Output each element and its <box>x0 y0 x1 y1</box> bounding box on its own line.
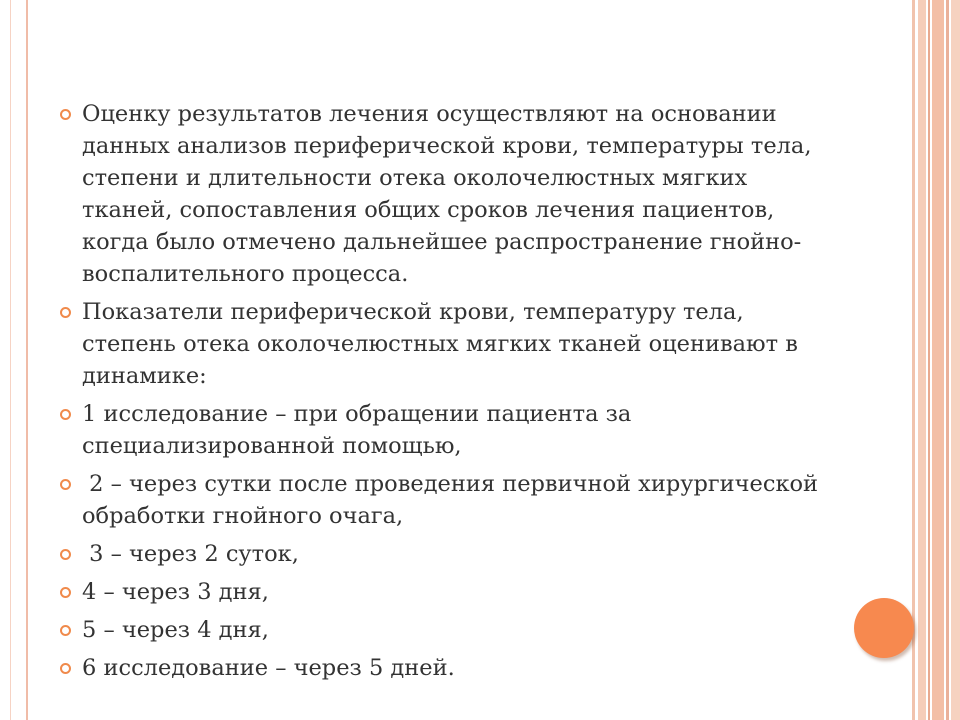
list-item-text: Показатели периферической крови, температуру тела, степень отека околочелюстных мягких тканей оценивают в динамике: <box>82 299 806 389</box>
list-item <box>60 468 840 532</box>
bullet-circle-icon <box>60 109 71 120</box>
list-item <box>60 398 840 462</box>
bullet-list <box>60 98 840 690</box>
stripe <box>918 0 926 720</box>
bullet-circle-icon <box>60 307 71 318</box>
list-item <box>60 652 840 684</box>
stripe <box>951 0 960 720</box>
left-border-decoration <box>0 0 28 720</box>
list-item <box>60 98 840 290</box>
bullet-circle-icon <box>60 587 71 598</box>
bullet-circle-icon <box>60 549 71 560</box>
left-border-line <box>10 0 11 720</box>
right-stripes-decoration <box>912 0 960 720</box>
list-item-text: 5 – через 4 дня, <box>82 617 269 643</box>
list-item <box>60 296 840 392</box>
list-item-text: 3 – через 2 суток, <box>82 541 299 567</box>
bullet-circle-icon <box>60 409 71 420</box>
list-item-text: 2 – через сутки после проведения первичной хирургической обработки гнойного очага, <box>82 471 826 529</box>
list-item <box>60 538 840 570</box>
list-item-text: Оценку результатов лечения осуществляют на основании данных анализов периферической крови, температуры тела, степени и длительности отека околочелюстных мягких тканей, сопоставления общих сроков лечения пациентов, когда было отмечено дальнейшее распространение гнойно-воспалительного процесса. <box>82 101 819 287</box>
bullet-circle-icon <box>60 663 71 674</box>
bullet-circle-icon <box>60 479 71 490</box>
stripe <box>928 0 930 720</box>
list-item <box>60 614 840 646</box>
list-item-text: 6 исследование – через 5 дней. <box>82 655 455 681</box>
stripe <box>932 0 944 720</box>
list-item <box>60 576 840 608</box>
list-item-text: 4 – через 3 дня, <box>82 579 269 605</box>
list-item-text: 1 исследование – при обращении пациента за специализированной помощью, <box>82 401 639 459</box>
stripe <box>946 0 949 720</box>
bullet-circle-icon <box>60 625 71 636</box>
stripe <box>912 0 915 720</box>
orange-circle-decoration <box>854 598 914 658</box>
